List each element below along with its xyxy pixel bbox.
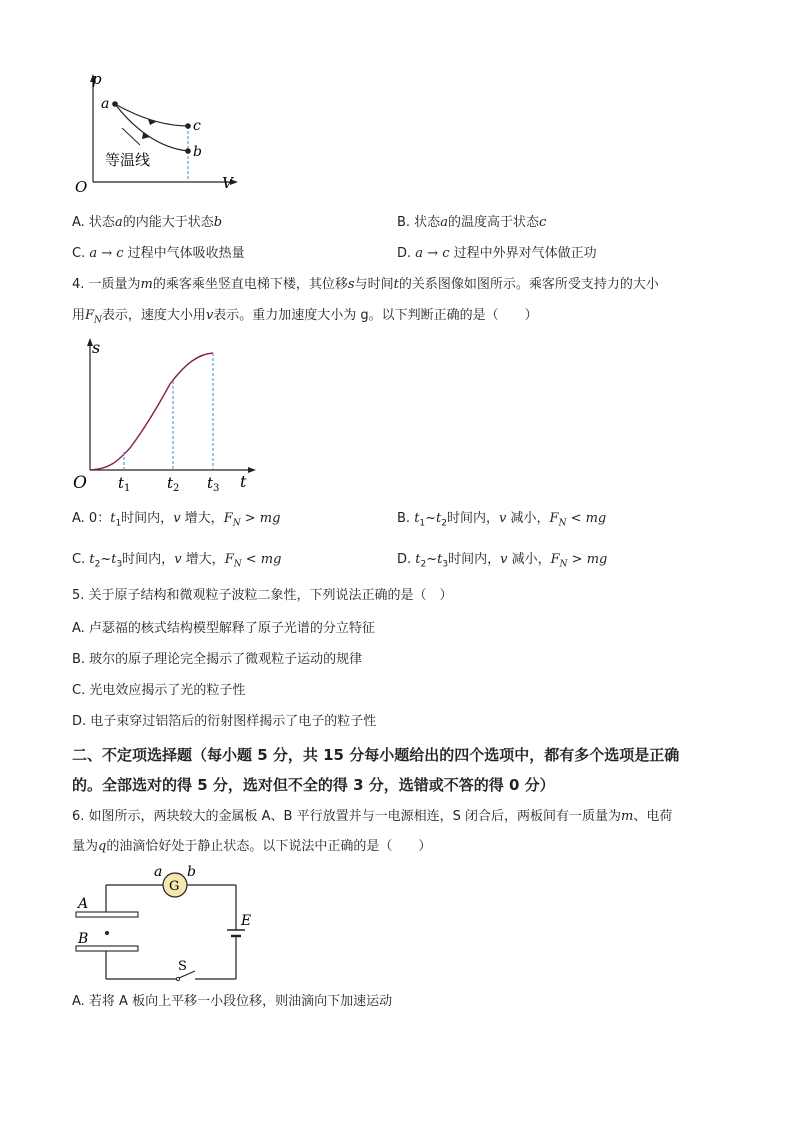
q4-stem-line2: 用$F_N$表示，速度大小用v表示。重力加速度大小为 g。以下判断正确的是（ ） xyxy=(72,308,538,326)
q5-stem: 5. 关于原子结构和微观粒子波粒二象性，下列说法正确的是（ ） xyxy=(72,588,453,603)
q4-stem-line1: 4. 一质量为m的乘客乘坐竖直电梯下楼，其位移s与时间t的关系图像如图所示。乘客所受支持力的大小 xyxy=(72,277,659,292)
oil-drop xyxy=(105,931,109,935)
q6-stem-line1: 6. 如图所示，两块较大的金属板 A、B 平行放置并与一电源相连，S 闭合后，两板间有一质量为m、电荷 xyxy=(72,809,673,824)
origin-label: O xyxy=(75,178,88,196)
isotherm-curve-a-b xyxy=(115,104,188,151)
point-c-label: c xyxy=(193,118,201,134)
q3-option-d: D. a → c 过程中外界对气体做正功 xyxy=(397,246,597,261)
q4-option-c: C. $t_2\sim t_3$时间内，v 增大，$F_N$ < mg xyxy=(72,552,282,570)
q5-option-b: B. 玻尔的原子理论完全揭示了微观粒子运动的规律 xyxy=(72,652,363,667)
t2-tick-label: $t_2$ xyxy=(167,474,180,494)
q4-option-a: A. 0：$t_1$时间内，v 增大，$F_N$ > mg xyxy=(72,511,281,529)
q3-option-b: B. 状态a的温度高于状态c xyxy=(397,215,547,230)
emf-label: E xyxy=(241,913,252,929)
st-graph xyxy=(70,336,260,496)
terminal-b-label: b xyxy=(187,864,196,880)
q6-stem-line2: 量为q的油滴恰好处于静止状态。以下说法中正确的是（ ） xyxy=(72,839,432,854)
pv-diagram xyxy=(70,70,240,196)
t3-tick-label: $t_3$ xyxy=(207,474,220,494)
s-axis-label: s xyxy=(92,338,101,357)
p-axis-label: p xyxy=(92,70,102,88)
q5-option-a: A. 卢瑟福的核式结构模型解释了原子光谱的分立特征 xyxy=(72,621,375,636)
q3-option-a: A. 状态a的内能大于状态b xyxy=(72,215,223,230)
q3-option-c: C. a → c 过程中气体吸收热量 xyxy=(72,246,245,261)
t-axis-label: t xyxy=(240,472,247,491)
section-2-heading-line2: 的。全部选对的得 5 分，选对但不全的得 3 分，选错或不答的得 0 分） xyxy=(72,776,555,794)
section-2-heading-line1: 二、不定项选择题（每小题 5 分，共 15 分每小题给出的四个选项中，都有多个选项是正确 xyxy=(72,746,680,764)
q4-option-d: D. $t_2\sim t_3$时间内，v 减小，$F_N$ > mg xyxy=(397,552,608,570)
origin-label: O xyxy=(73,473,87,493)
displacement-curve xyxy=(90,353,213,470)
terminal-a-label: a xyxy=(154,864,163,880)
q5-option-c: C. 光电效应揭示了光的粒子性 xyxy=(72,683,246,698)
plate-a xyxy=(76,912,138,917)
plate-a-label: A xyxy=(78,896,89,912)
point-a-label: a xyxy=(101,96,110,112)
circuit-diagram xyxy=(70,858,260,986)
q4-option-b: B. $t_1\sim t_2$时间内，v 减小，$F_N$ < mg xyxy=(397,511,607,529)
v-axis-label: V xyxy=(222,174,233,192)
point-b-label: b xyxy=(193,144,202,160)
switch-label: S xyxy=(178,959,187,974)
plate-b-label: B xyxy=(78,931,89,947)
t1-tick-label: $t_1$ xyxy=(118,474,131,494)
isotherm-label: 等温线 xyxy=(105,151,151,169)
q5-option-d: D. 电子束穿过铝箔后的衍射图样揭示了电子的粒子性 xyxy=(72,714,377,729)
galvanometer-label: G xyxy=(169,879,180,894)
q6-option-a: A. 若将 A 板向上平移一小段位移，则油滴向下加速运动 xyxy=(72,994,393,1009)
